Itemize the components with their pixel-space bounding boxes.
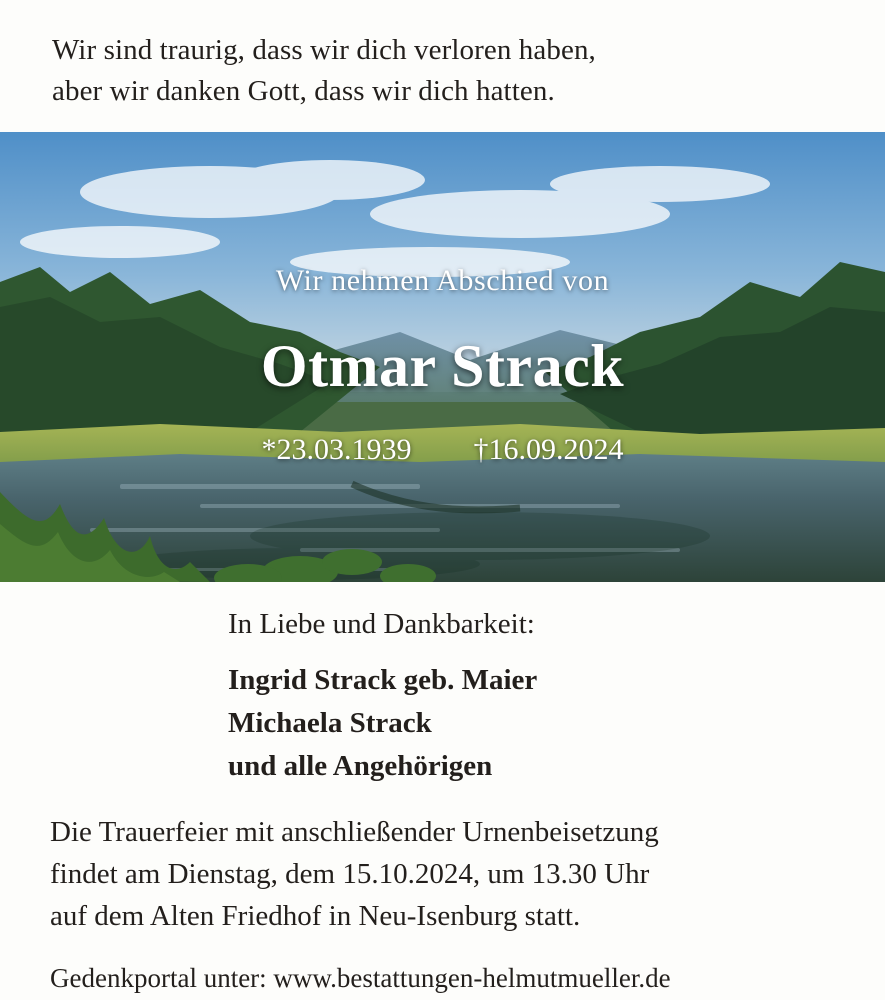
ceremony-line-2: findet am Dienstag, dem 15.10.2024, um 13.30 Uhr	[50, 857, 650, 890]
mourner-1: Ingrid Strack geb. Maier	[228, 664, 538, 697]
mourner-2: Michaela Strack	[228, 707, 432, 740]
photo-text-overlay	[0, 132, 885, 582]
quote-block	[0, 0, 885, 132]
memorial-portal-link[interactable]: Gedenkportal unter: www.bestattungen-helmutmueller.de	[50, 963, 671, 994]
mountain-lake-photo	[0, 132, 885, 582]
death-date: †16.09.2024	[473, 433, 624, 467]
ceremony-line-3: auf dem Alten Friedhof in Neu-Isenburg statt.	[50, 899, 581, 932]
quote-line-2: aber wir danken Gott, dass wir dich hatten.	[52, 75, 555, 108]
life-dates	[262, 433, 624, 467]
ceremony-line-1: Die Trauerfeier mit anschließender Urnenbeisetzung	[50, 816, 659, 849]
lower-text-block	[0, 582, 885, 1000]
quote-line-1: Wir sind traurig, dass wir dich verloren haben,	[52, 34, 596, 66]
birth-date: *23.03.1939	[261, 433, 412, 467]
ceremony-block	[0, 788, 885, 937]
deceased-name: Otmar Strack	[260, 333, 625, 400]
farewell-text: Wir nehmen Abschied von	[275, 264, 610, 298]
mourner-3: und alle Angehörigen	[228, 750, 493, 783]
gratitude-intro: In Liebe und Dankbarkeit:	[228, 608, 535, 641]
gratitude-block	[0, 608, 885, 788]
